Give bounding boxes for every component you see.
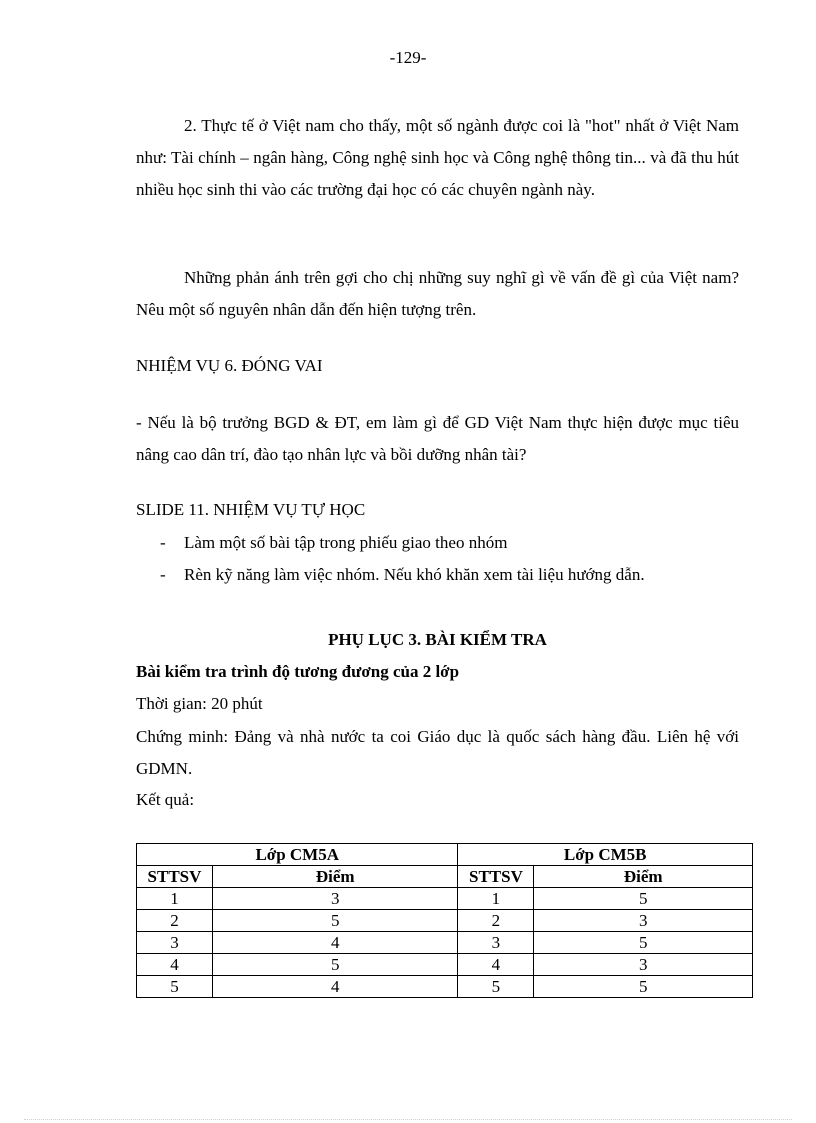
bullet-text: Rèn kỹ năng làm việc nhóm. Nếu khó khăn xem tài liệu hướng dẫn. (184, 565, 645, 584)
bullet-dash: - (160, 565, 166, 584)
bullet-item (160, 533, 507, 553)
cell-b-stt: 5 (458, 976, 534, 998)
cell-b-stt: 3 (458, 932, 534, 954)
column-header-stt: STTSV (137, 866, 213, 888)
page-number: -129- (389, 48, 427, 67)
bullet-item (160, 565, 645, 585)
column-header-score: Điểm (212, 866, 458, 888)
bullet-text: Làm một số bài tập trong phiếu giao theo nhóm (184, 533, 508, 552)
cell-b-stt: 4 (458, 954, 534, 976)
paragraph-reflection-question: Những phản ánh trên gợi cho chị những suy nghĩ gì về vấn đề gì của Việt nam? Nêu một số nguyên nhân dẫn đến hiện tượng trên. (136, 268, 739, 319)
cell-a-stt: 2 (137, 910, 213, 932)
table-row (137, 888, 753, 910)
cell-a-score: 5 (212, 954, 458, 976)
appendix-title: PHỤ LỤC 3. BÀI KIỂM TRA (328, 630, 547, 649)
cell-b-stt: 1 (458, 888, 534, 910)
cell-b-stt: 2 (458, 910, 534, 932)
time-line: Thời gian: 20 phút (136, 694, 263, 713)
table-row (137, 910, 753, 932)
table-group-header-row (137, 844, 753, 866)
cell-a-stt: 4 (137, 954, 213, 976)
cell-a-score: 4 (212, 932, 458, 954)
cell-a-stt: 5 (137, 976, 213, 998)
column-header-stt: STTSV (458, 866, 534, 888)
cell-b-score: 5 (534, 888, 753, 910)
cell-a-score: 4 (212, 976, 458, 998)
cell-b-score: 3 (534, 910, 753, 932)
test-title: Bài kiểm tra trình độ tương đương của 2 lớp (136, 662, 460, 681)
result-label: Kết quả: (136, 790, 195, 809)
table-column-header-row (137, 866, 753, 888)
group-a-header: Lớp CM5A (137, 844, 458, 866)
task6-text: - Nếu là bộ trưởng BGD & ĐT, em làm gì để GD Việt Nam thực hiện được mục tiêu nâng cao dân trí, đào tạo nhân lực và bồi dưỡng nhân tài? (136, 413, 739, 464)
cell-b-score: 5 (534, 932, 753, 954)
table-row (137, 932, 753, 954)
cell-a-stt: 1 (137, 888, 213, 910)
table-row (137, 954, 753, 976)
bullet-dash: - (160, 533, 166, 552)
column-header-score: Điểm (534, 866, 753, 888)
paragraph-hot-majors: 2. Thực tế ở Việt nam cho thấy, một số ngành được coi là "hot" nhất ở Việt Nam như: Tài chính – ngân hàng, Công nghệ sinh học và Công nghệ thông tin... và đã thu hút nhiều học sinh thi vào các trường đại học có các chuyên ngành này. (136, 116, 739, 199)
cell-b-score: 5 (534, 976, 753, 998)
cell-a-score: 5 (212, 910, 458, 932)
table-row (137, 976, 753, 998)
results-table (136, 843, 753, 998)
cell-b-score: 3 (534, 954, 753, 976)
cell-a-score: 3 (212, 888, 458, 910)
slide11-heading: SLIDE 11. NHIỆM VỤ TỰ HỌC (136, 500, 366, 519)
group-b-header: Lớp CM5B (458, 844, 753, 866)
test-prompt: Chứng minh: Đảng và nhà nước ta coi Giáo dục là quốc sách hàng đầu. Liên hệ với GDMN. (136, 727, 739, 778)
page-bottom-divider (24, 1119, 792, 1120)
cell-a-stt: 3 (137, 932, 213, 954)
task6-heading: NHIỆM VỤ 6. ĐÓNG VAI (136, 356, 323, 375)
